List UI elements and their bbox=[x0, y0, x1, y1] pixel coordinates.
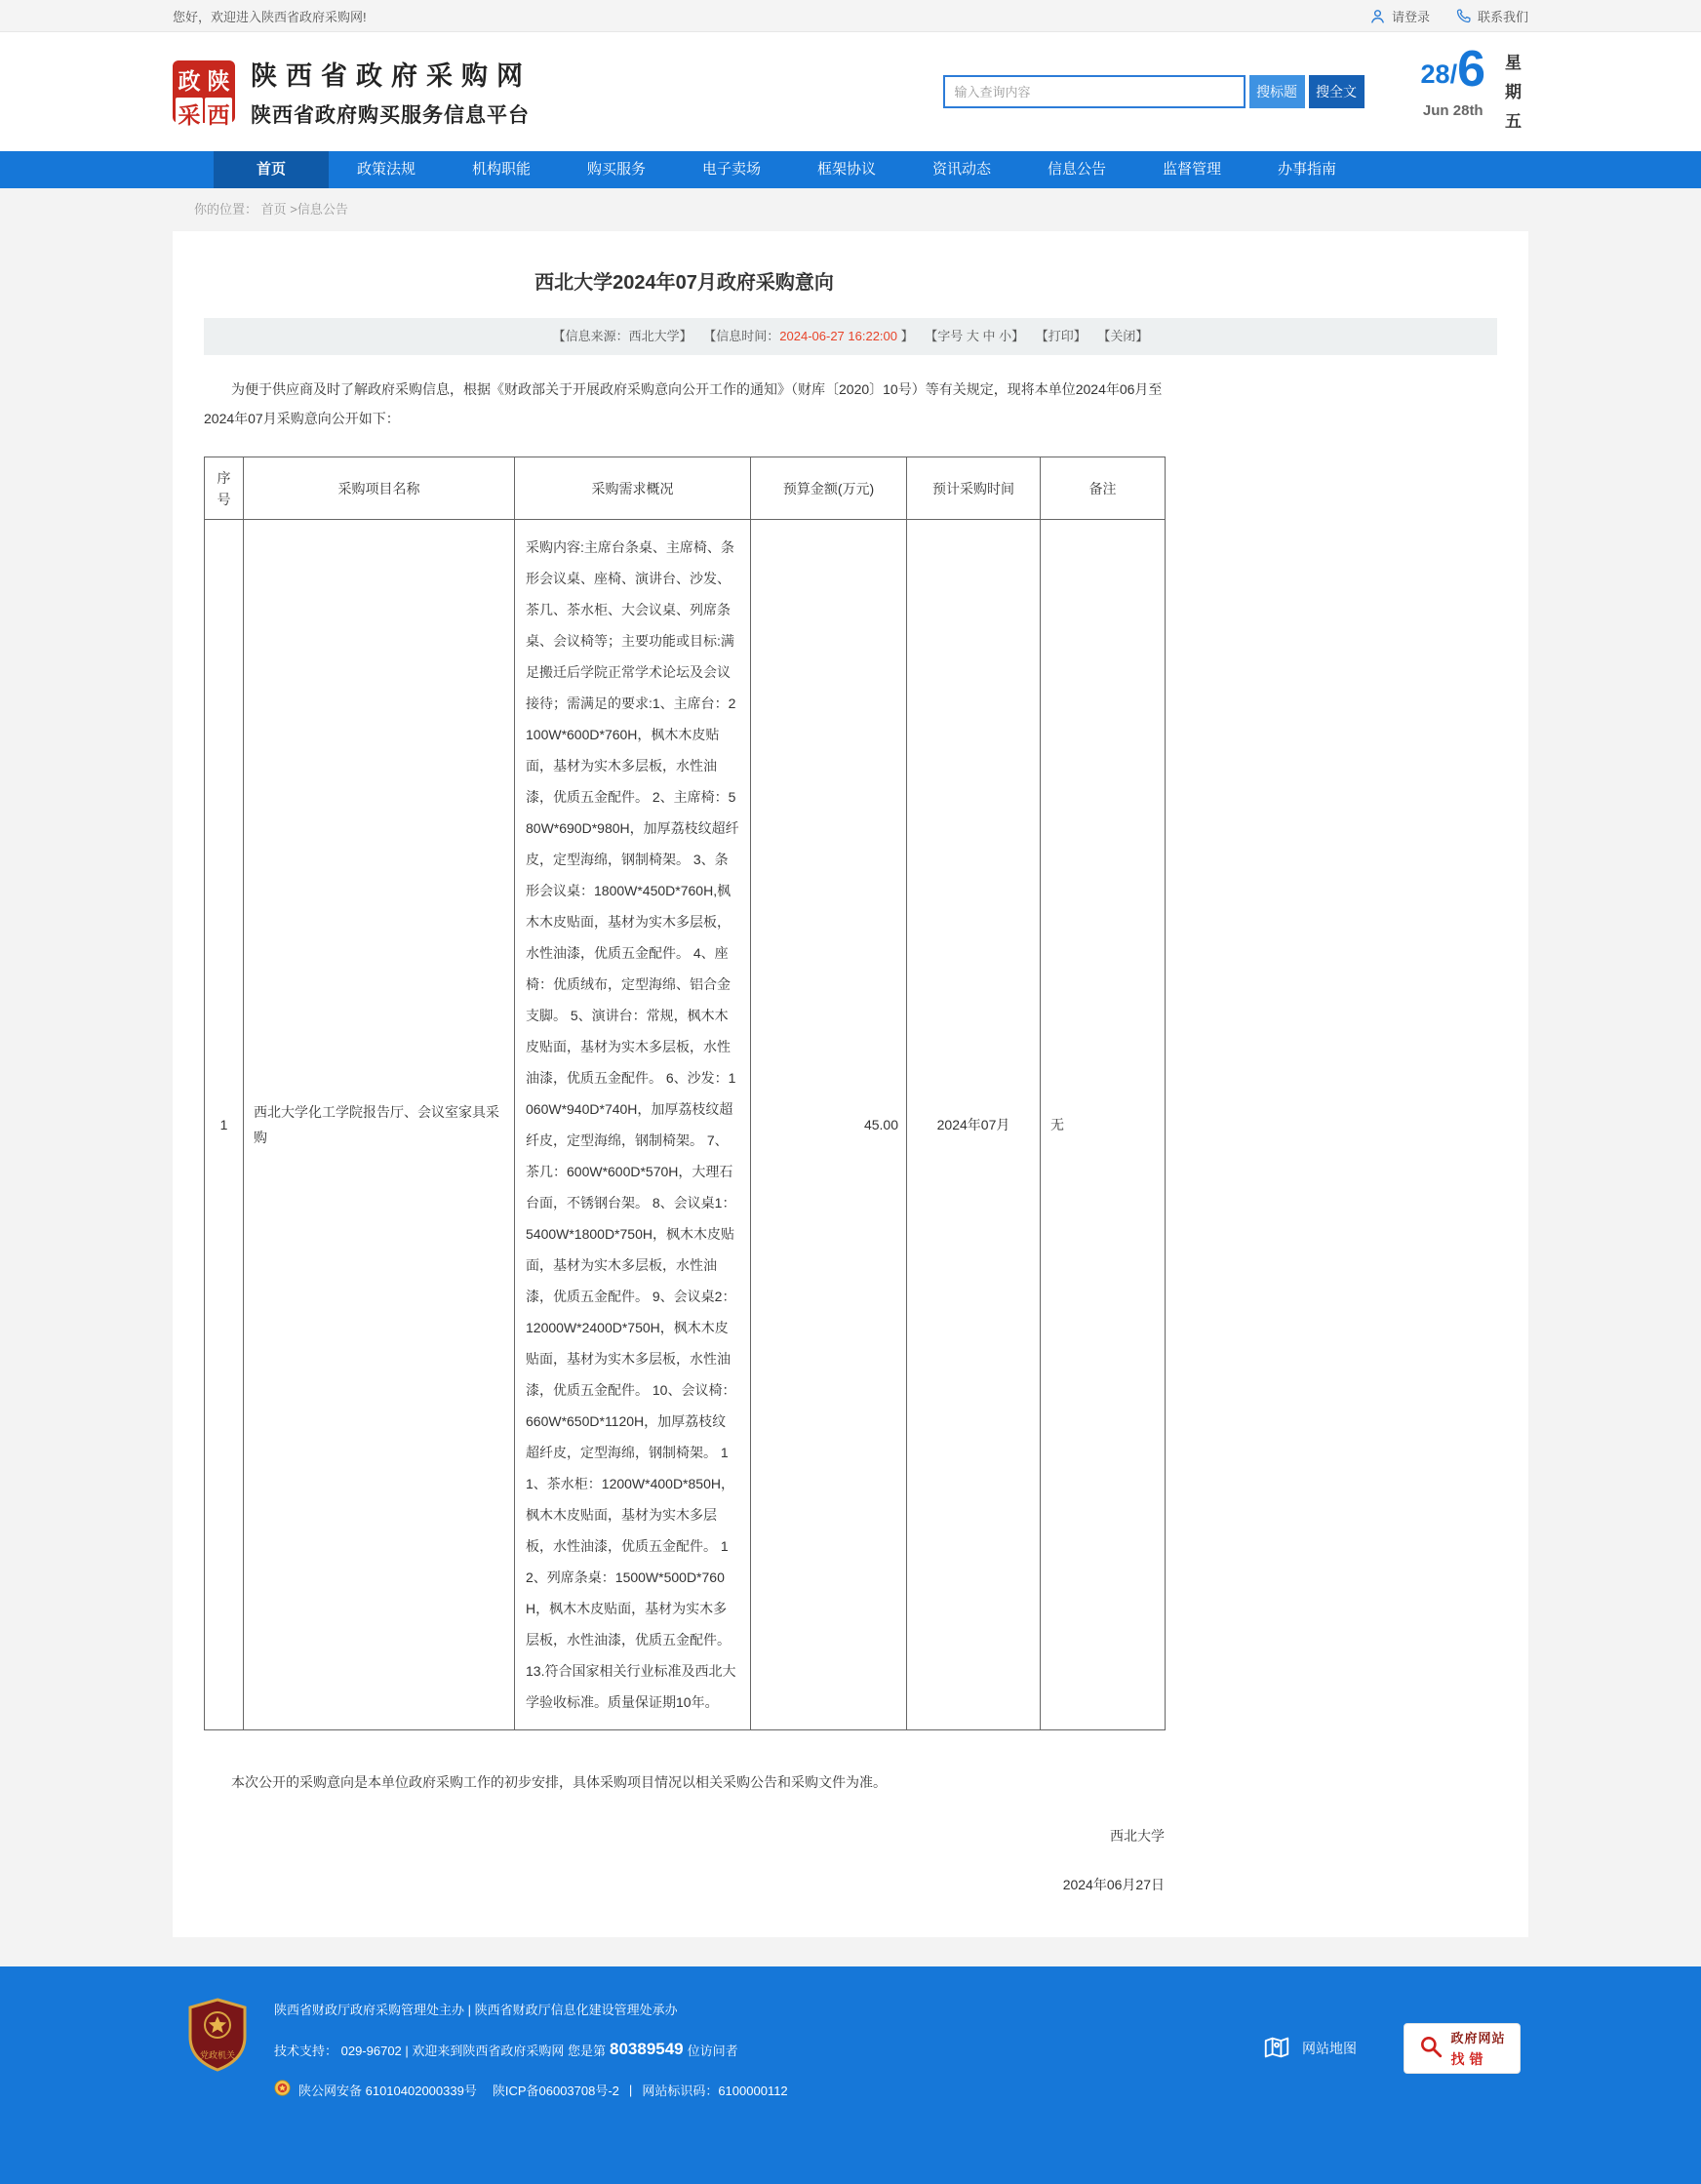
site-logo[interactable] bbox=[173, 60, 235, 128]
visitor-count: 80389549 bbox=[610, 2040, 684, 2058]
footer-beian-line: 陕公网安备 61010402000339号 陕ICP备06003708号-2 | 网站标识码：6100000112 bbox=[274, 2080, 788, 2099]
gov-emblem-icon bbox=[186, 1998, 249, 2077]
nav-item-framework-agreement[interactable]: 框架协议 bbox=[816, 161, 876, 178]
search-block bbox=[943, 75, 1365, 108]
map-icon bbox=[1262, 2033, 1291, 2065]
article-title: 西北大学2024年07月政府采购意向 bbox=[534, 272, 834, 294]
date-day-prefix: 28/ bbox=[1420, 60, 1458, 90]
sitemap-link[interactable] bbox=[1262, 2033, 1357, 2065]
article-panel bbox=[173, 231, 1528, 1937]
date-block bbox=[1420, 41, 1523, 136]
cell-project-name: 西北大学化工学院报告厅、会议室家具采购 bbox=[244, 520, 515, 1730]
table-row bbox=[205, 520, 1166, 1730]
magnifier-icon bbox=[1418, 2034, 1444, 2064]
col-header-note: 备注 bbox=[1041, 457, 1166, 520]
nav-item-home[interactable]: 首页 bbox=[214, 151, 329, 188]
logo-char: 陕 bbox=[207, 68, 230, 94]
article-meta-bar bbox=[204, 318, 1497, 355]
table-header-row bbox=[205, 457, 1166, 520]
nav-item-functions[interactable]: 机构职能 bbox=[471, 161, 531, 178]
cell-demand-overview: 采购内容:主席台条桌、主席椅、条形会议桌、座椅、演讲台、沙发、茶几、茶水柜、大会议桌、列席条桌、会议椅等；主要功能或目标:满足搬迁后学院正常学术论坛及会议接待；需满足的要求:1、主席台：2100W*600D*760H，枫木木皮贴面，基材为实木多层板，水性油漆，优质五金配件。 2、主席椅：580W*690D*980H，加厚荔枝纹超纤皮，定型海绵，钢制椅架。 3、条形会议桌：1800W*450D*760H,枫木木皮贴面，基材为实木多层板，水性油漆，优质五金配件。 4、座椅：优质绒布，定型海绵、铝合金支脚。 5、演讲台：常规，枫木木皮贴面，基材为实木多层板，水性油漆，优质五金配件。 6、沙发：1060W*940D*740H，加厚荔枝纹超纤皮，定型海绵，钢制椅架。 7、茶几：600W*600D*570H，大理石台面，不锈钢台架。 8、会议桌1：5400W*1800D*750H，枫木木皮贴面，基材为实木多层板，水性油漆，优质五金配件。 9、会议桌2：12000W*2400D*750H，枫木木皮贴面，基材为实木多层板，水性油漆，优质五金配件。 10、会议椅：660W*650D*1120H，加厚荔枝纹超纤皮，定型海绵，钢制椅架。 11、茶水柜：1200W*400D*850H，枫木木皮贴面，基材为实木多层板，水性油漆，优质五金配件。 12、列席条桌：1500W*500D*760H，枫木木皮贴面，基材为实木多层板，水性油漆，优质五金配件。 13.符合国家相关行业标准及西北大学验收标准。质量保证期10年。 bbox=[515, 520, 751, 1730]
error-badge-text bbox=[1450, 2028, 1505, 2069]
nav-item-purchase-services[interactable]: 购买服务 bbox=[586, 161, 646, 178]
intro-paragraph: 为便于供应商及时了解政府采购信息，根据《财政部关于开展政府采购意向公开工作的通知》（财库〔2020〕10号）等有关规定，现将本单位2024年06月至2024年07月采购意向公开如下： bbox=[204, 381, 1163, 426]
nav-item-supervision[interactable]: 监督管理 bbox=[1162, 161, 1221, 178]
footer-text bbox=[274, 1998, 788, 2099]
breadcrumb bbox=[173, 188, 1528, 231]
date-english: Jun 28th bbox=[1422, 102, 1483, 120]
error-badge-line1: 政府网站 bbox=[1450, 2031, 1506, 2045]
breadcrumb-prefix: 你的位置： bbox=[194, 202, 258, 217]
closing-paragraph: 本次公开的采购意向是本单位政府采购工作的初步安排，具体采购项目情况以相关采购公告和采购文件为准。 bbox=[231, 1774, 887, 1790]
main-nav bbox=[0, 151, 1701, 188]
login-link[interactable] bbox=[1369, 7, 1430, 25]
error-badge-line2: 找错 bbox=[1450, 2051, 1488, 2067]
logo-char: 采 bbox=[176, 98, 203, 130]
nav-item-e-mall[interactable]: 电子卖场 bbox=[701, 161, 761, 178]
main-area bbox=[0, 188, 1701, 1966]
site-title: 陕西省政府采购网 bbox=[251, 61, 532, 91]
col-header-no: 序号 bbox=[205, 457, 244, 520]
col-header-demand: 采购需求概况 bbox=[515, 457, 751, 520]
topbar-links bbox=[1369, 7, 1528, 25]
search-title-button[interactable]: 搜标题 bbox=[1249, 75, 1305, 108]
search-input[interactable] bbox=[943, 75, 1246, 108]
logo-char: 西 bbox=[205, 98, 232, 130]
col-header-name: 采购项目名称 bbox=[244, 457, 515, 520]
article-body bbox=[204, 375, 1165, 1894]
topbar bbox=[0, 0, 1701, 32]
user-icon bbox=[1369, 8, 1386, 24]
breadcrumb-home-link[interactable]: 首页 bbox=[260, 202, 287, 217]
meta-time-value: 2024-06-27 16:22:00 bbox=[779, 329, 897, 343]
print-button[interactable]: 【打印】 bbox=[1035, 329, 1087, 343]
cell-purchase-time: 2024年07月 bbox=[907, 520, 1041, 1730]
date-month: 6 bbox=[1457, 41, 1485, 99]
police-badge-icon bbox=[274, 2080, 298, 2099]
cell-note: 无 bbox=[1041, 520, 1166, 1730]
footer-organizer-line: 陕西省财政厅政府采购管理处主办 | 陕西省财政厅信息化建设管理处承办 bbox=[274, 2003, 678, 2017]
breadcrumb-current-link[interactable]: 信息公告 bbox=[297, 202, 348, 217]
col-header-time: 预计采购时间 bbox=[907, 457, 1041, 520]
site-code: 网站标识码：6100000112 bbox=[642, 2083, 788, 2098]
login-label: 请登录 bbox=[1391, 9, 1430, 24]
signature-date: 2024年06月27日 bbox=[1062, 1877, 1165, 1892]
logo-block bbox=[173, 55, 532, 129]
footer-right bbox=[1262, 2023, 1528, 2074]
weekday-label: 星期五 bbox=[1505, 54, 1522, 131]
error-report-badge[interactable] bbox=[1404, 2023, 1521, 2074]
footer-support-line: 技术支持： 029-96702 | 欢迎来到陕西省政府采购网 您是第 80389549 位访问者 bbox=[274, 2040, 738, 2058]
nav-item-announcements[interactable]: 信息公告 bbox=[1047, 161, 1106, 178]
font-size-controls[interactable]: 【字号 大 中 小】 bbox=[925, 329, 1025, 343]
sitemap-label: 网站地图 bbox=[1302, 2041, 1357, 2056]
meta-source: 【信息来源：西北大学】 bbox=[552, 329, 692, 343]
icp-beian: 陕ICP备06003708号-2 bbox=[492, 2083, 619, 2098]
nav-item-news[interactable]: 资讯动态 bbox=[931, 161, 991, 178]
cell-no: 1 bbox=[205, 520, 244, 1730]
cell-budget: 45.00 bbox=[751, 520, 907, 1730]
col-header-budget: 预算金额(万元) bbox=[751, 457, 907, 520]
search-fulltext-button[interactable]: 搜全文 bbox=[1309, 75, 1365, 108]
close-button[interactable]: 【关闭】 bbox=[1097, 329, 1149, 343]
meta-time: 【信息时间：2024-06-27 16:22:00 】 bbox=[703, 329, 914, 343]
nav-item-policies[interactable]: 政策法规 bbox=[356, 161, 415, 178]
emblem-label: 党政机关 bbox=[199, 2050, 236, 2060]
contact-label: 联系我们 bbox=[1477, 9, 1528, 24]
logo-char: 政 bbox=[178, 68, 201, 94]
breadcrumb-separator: > bbox=[290, 202, 297, 217]
site-header bbox=[0, 32, 1701, 151]
contact-link[interactable] bbox=[1455, 7, 1528, 25]
welcome-text: 您好，欢迎进入陕西省政府采购网! bbox=[173, 9, 367, 24]
site-footer bbox=[0, 1966, 1701, 2184]
signature: 西北大学 bbox=[1110, 1828, 1165, 1844]
site-titles bbox=[251, 55, 532, 129]
procurement-intent-table bbox=[204, 457, 1166, 1730]
site-subtitle: 陕西省政府购买服务信息平台 bbox=[251, 104, 530, 127]
nav-item-service-guide[interactable]: 办事指南 bbox=[1277, 161, 1336, 178]
gongan-beian-link[interactable]: 陕公网安备 61010402000339号 bbox=[298, 2083, 477, 2098]
phone-icon bbox=[1455, 8, 1472, 24]
